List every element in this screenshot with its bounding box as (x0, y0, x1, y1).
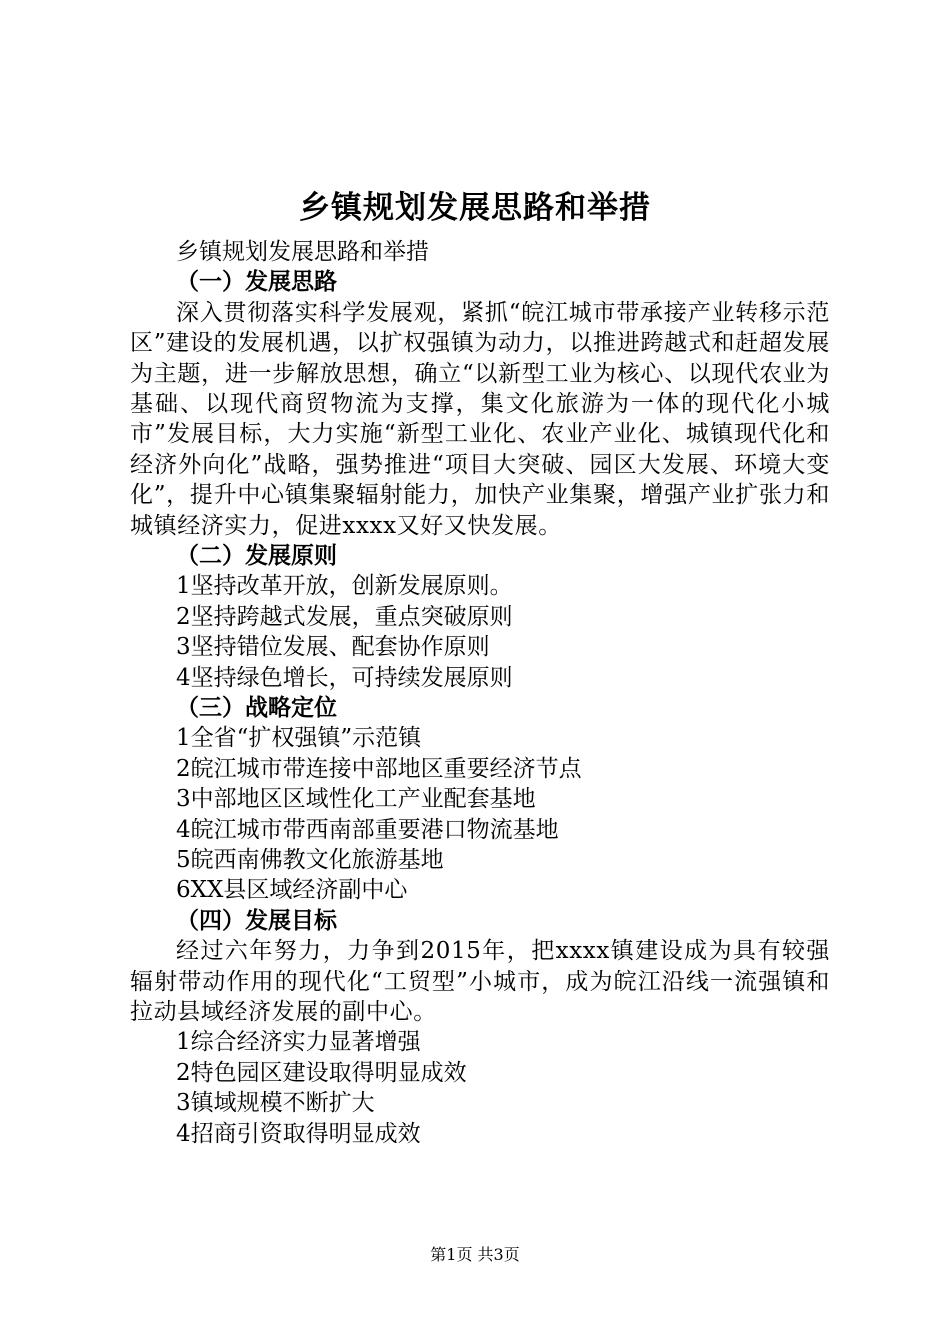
list-item: 5皖西南佛教文化旅游基地 (176, 846, 444, 873)
page-number-footer: 第1页 共3页 (430, 1245, 520, 1264)
document-subtitle: 乡镇规划发展思路和举措 (176, 239, 429, 265)
list-item: 1全省“扩权强镇”示范镇 (176, 725, 422, 752)
list-item: 1坚持改革开放，创新发展原则。 (176, 573, 513, 600)
section-heading-development-principles: （二）发展原则 (176, 543, 337, 570)
document-title: 乡镇规划发展思路和举措 (299, 190, 651, 226)
section-heading-development-goals: （四）发展目标 (176, 907, 337, 934)
list-item: 4招商引资取得明显成效 (176, 1120, 421, 1147)
list-item: 3坚持错位发展、配套协作原则 (176, 634, 490, 661)
list-item: 2特色园区建设取得明显成效 (176, 1059, 467, 1086)
document-body (130, 237, 830, 1149)
list-item: 4皖江城市带西南部重要港口物流基地 (176, 816, 559, 843)
list-item: 2皖江城市带连接中部地区重要经济节点 (176, 755, 582, 782)
section-heading-development-ideas: （一）发展思路 (176, 269, 337, 296)
section-heading-strategic-positioning: （三）战略定位 (176, 694, 337, 721)
list-item: 3镇域规模不断扩大 (176, 1090, 375, 1117)
list-item: 6XX县区域经济副中心 (176, 877, 408, 904)
section-paragraph-development-goals: 经过六年努力，力争到2015年，把xxxx镇建设成为具有较强辐射带动作用的现代化“工贸型”小城市，成为皖江沿线一流强镇和拉动县域经济发展的副中心。 (130, 938, 830, 1025)
section-paragraph-development-ideas: 深入贯彻落实科学发展观，紧抓“皖江城市带承接产业转移示范区”建设的发展机遇，以扩权强镇为动力，以推进跨越式和赶超发展为主题，进一步解放思想，确立“以新型工业为核心、以现代农业为基础、以现代商贸物流为支撑，集文化旅游为一体的现代化小城市”发展目标，大力实施“新型工业化、农业产业化、城镇现代化和经济外向化”战略，强势推进“项目大突破、园区大发展、环境大变化”，提升中心镇集聚辐射能力，加快产业集聚，增强产业扩张力和城镇经济实力，促进xxxx又好又快发展。 (130, 299, 830, 539)
list-item: 1综合经济实力显著增强 (176, 1029, 421, 1056)
list-item: 3中部地区区域性化工产业配套基地 (176, 786, 536, 813)
list-item: 2坚持跨越式发展，重点突破原则 (176, 603, 513, 630)
list-item: 4坚持绿色增长，可持续发展原则 (176, 664, 513, 691)
